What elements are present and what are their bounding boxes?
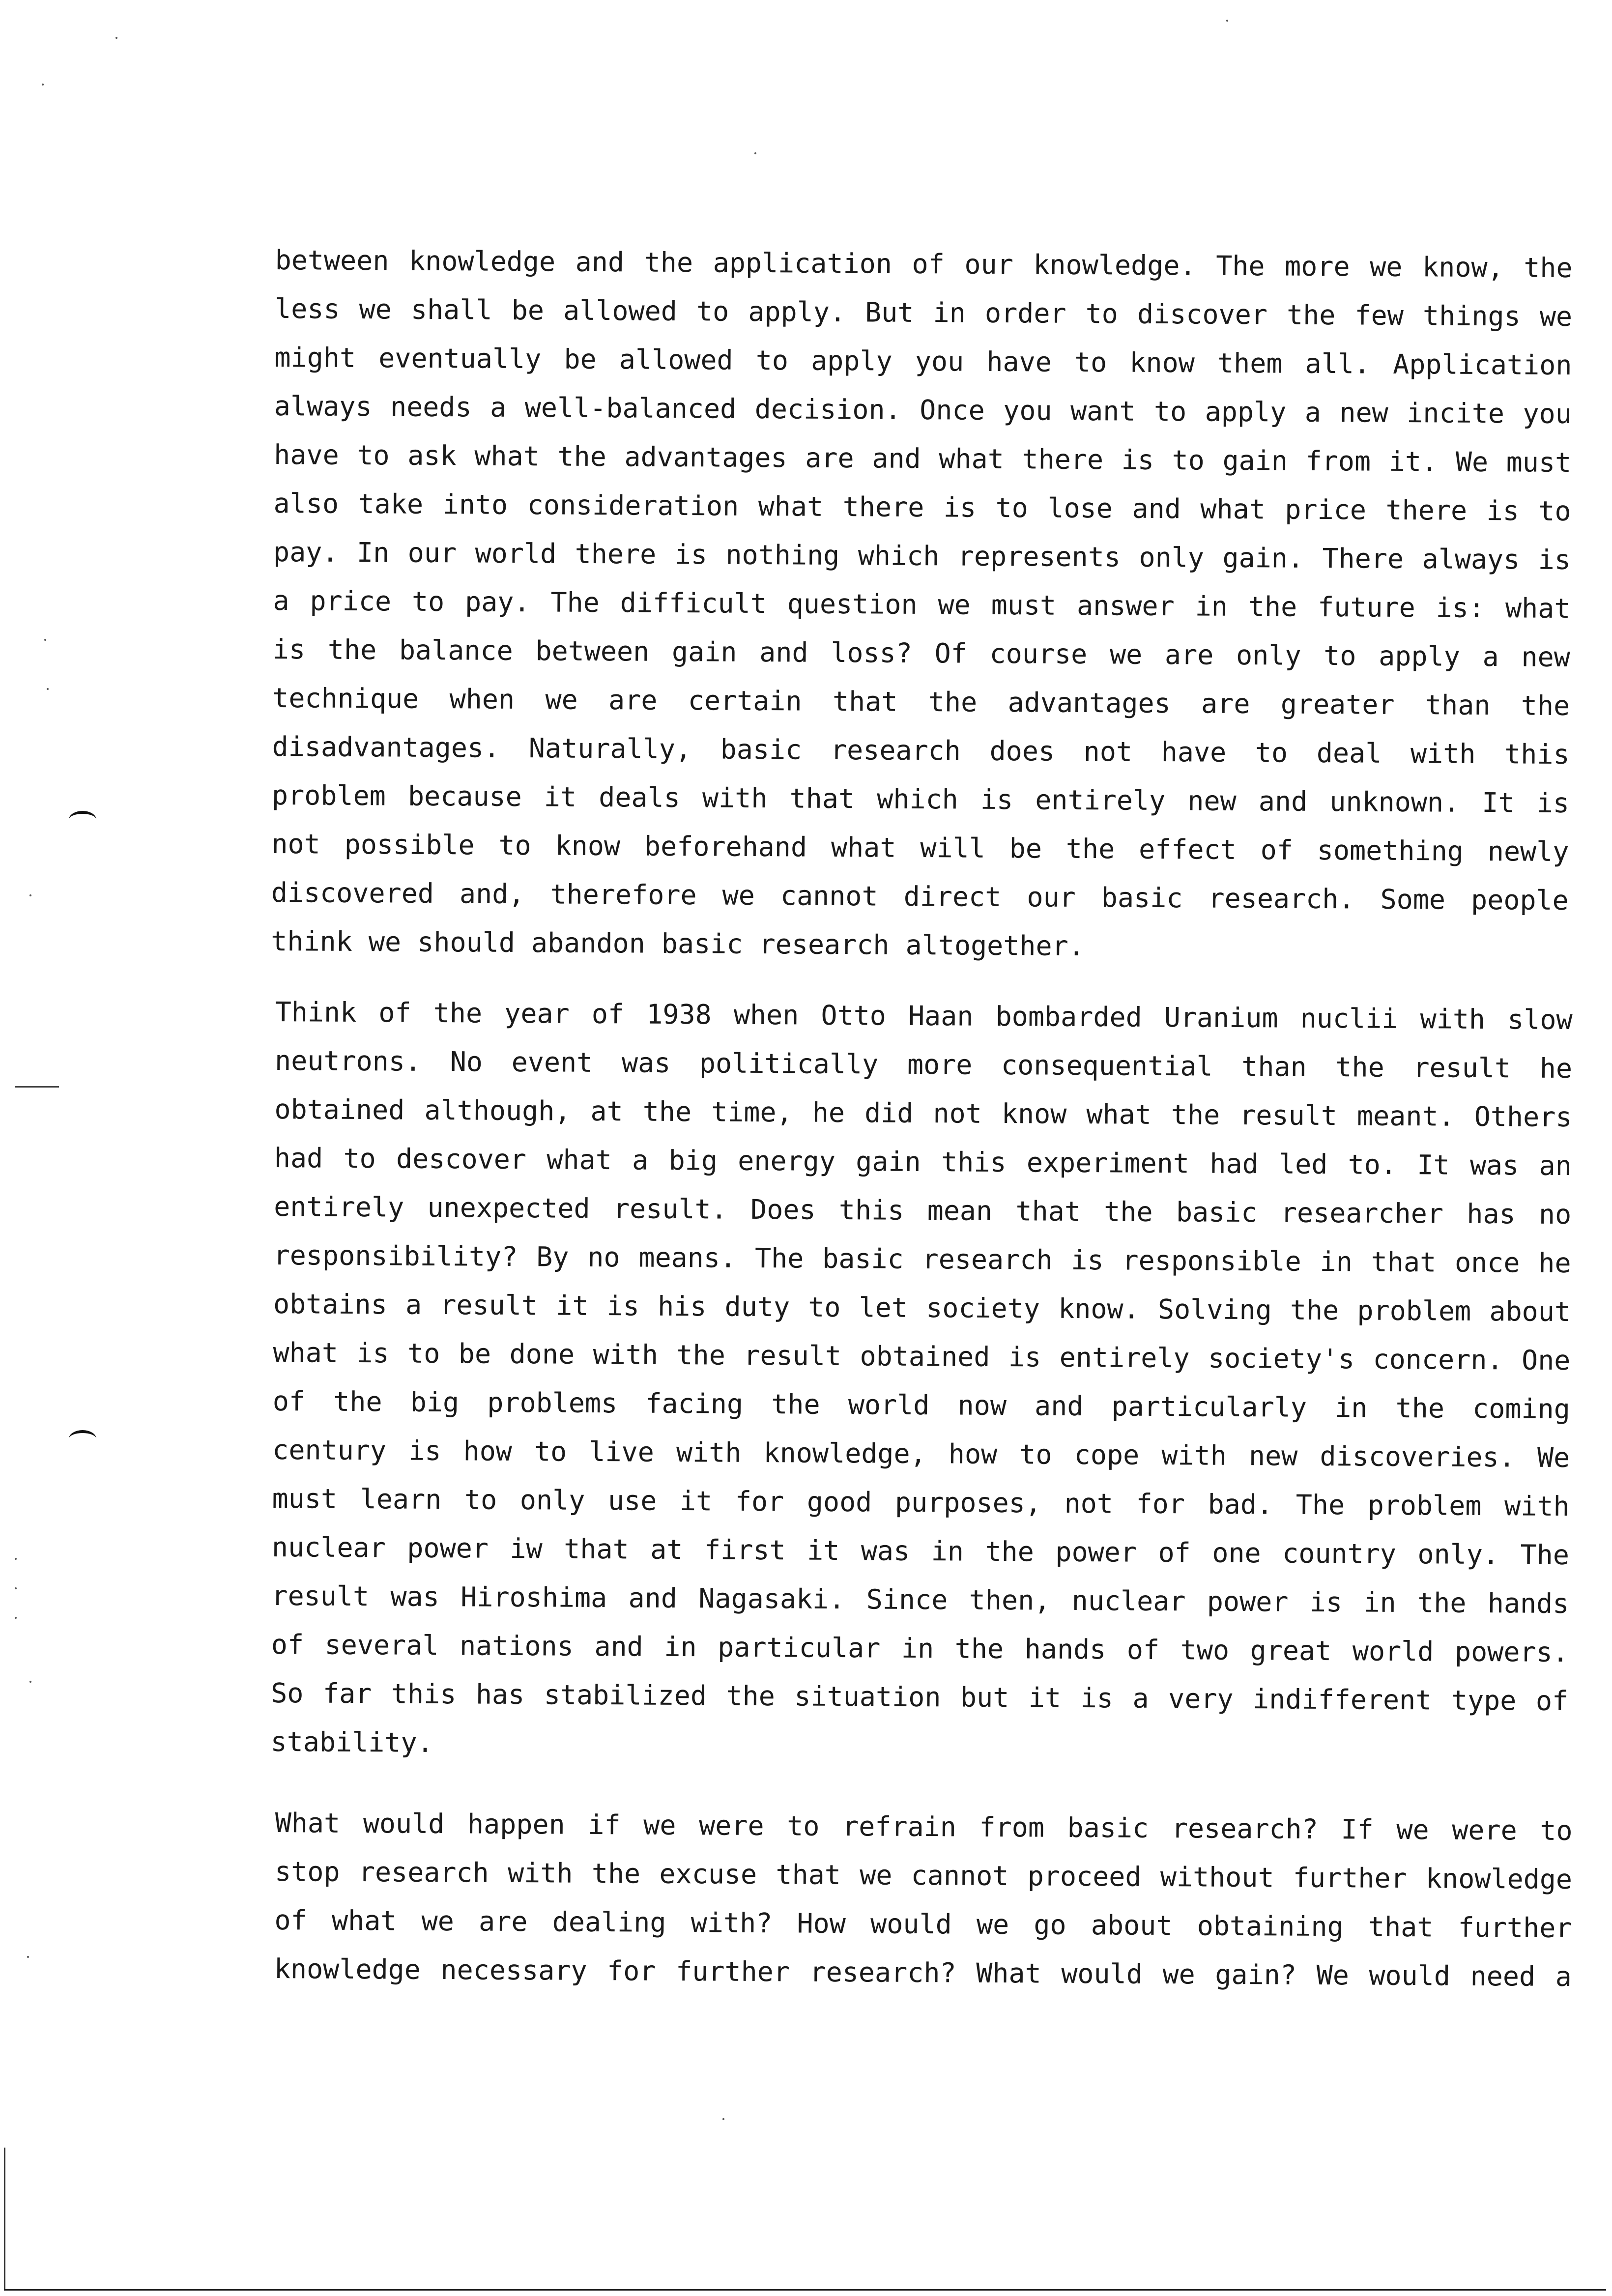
- scan-speck: [1226, 20, 1228, 22]
- text-line: think we should abandon basic research altogether.: [271, 925, 1085, 962]
- scan-speck: [29, 1681, 31, 1683]
- paragraph-2: [270, 988, 1573, 1774]
- text-line: might eventually be allowed to apply you have to know them all. Application: [274, 341, 1572, 381]
- text-line: not possible to know beforehand what will be the effect of something newly: [271, 828, 1569, 868]
- text-line: pay. In our world there is nothing which represents only gain. There always is: [273, 536, 1571, 576]
- text-line: stability.: [270, 1725, 433, 1758]
- text-line: entirely unexpected result. Does this mean that the basic researcher has no: [274, 1190, 1572, 1231]
- scan-speck: [44, 639, 46, 641]
- text-line: technique when we are certain that the advantages are greater than the: [272, 682, 1570, 722]
- text-line: between knowledge and the application of our knowledge. The more we know, the: [275, 244, 1573, 284]
- text-line: disadvantages. Naturally, basic research does not have to deal with this: [272, 730, 1570, 771]
- text-line: Think of the year of 1938 when Otto Haan bombarded Uranium nuclii with slow: [275, 996, 1573, 1036]
- text-line: have to ask what the advantages are and what there is to gain from it. We must: [274, 438, 1572, 479]
- text-line: problem because it deals with that which is entirely new and unknown. It is: [271, 779, 1570, 819]
- punch-hole-mark: [69, 811, 96, 829]
- text-line: obtains a result it is his duty to let society know. Solving the problem about: [273, 1288, 1571, 1328]
- text-line: had to descover what a big energy gain this experiment had led to. It was an: [274, 1142, 1572, 1182]
- text-line: must learn to only use it for good purposes, not for bad. The problem with: [272, 1482, 1570, 1522]
- text-line: a price to pay. The difficult question we must answer in the future is: what: [273, 584, 1571, 625]
- punch-hole-mark: [69, 1430, 96, 1448]
- scan-dash-mark: [15, 1086, 59, 1088]
- scan-speck: [115, 37, 117, 39]
- paragraph-1: [271, 236, 1573, 974]
- scan-speck: [29, 894, 31, 896]
- text-line: less we shall be allowed to apply. But in order to discover the few things we: [274, 292, 1573, 333]
- scan-speck: [47, 688, 49, 690]
- text-line: result was Hiroshima and Nagasaki. Since then, nuclear power is in the hands: [271, 1579, 1569, 1620]
- text-line: century is how to live with knowledge, how to cope with new discoveries. We: [272, 1434, 1570, 1474]
- scan-edge-line: [4, 2148, 5, 2290]
- scan-speck: [27, 1956, 29, 1958]
- text-line: stop research with the excuse that we cannot proceed without further knowledge: [274, 1855, 1573, 1895]
- scan-speck: [15, 1558, 17, 1560]
- scan-speck: [42, 84, 44, 86]
- text-line: obtained although, at the time, he did not know what the result meant. Others: [274, 1093, 1572, 1133]
- scan-speck: [15, 1617, 17, 1619]
- text-line: of what we are dealing with? How would we go about obtaining that further: [274, 1904, 1572, 1944]
- text-line: of the big problems facing the world now and particularly in the coming: [272, 1385, 1571, 1425]
- scan-speck: [722, 2118, 724, 2120]
- scan-speck: [754, 152, 756, 154]
- text-line: always needs a well-balanced decision. Once you want to apply a new incite you: [274, 390, 1572, 430]
- text-line: also take into consideration what there is to lose and what price there is to: [273, 487, 1571, 527]
- text-line: responsibility? By no means. The basic research is responsible in that once he: [273, 1239, 1571, 1279]
- paragraph-3: [274, 1799, 1573, 2001]
- text-line: nuclear power iw that at first it was in the power of one country only. The: [271, 1531, 1570, 1571]
- text-line: what is to be done with the result obtained is entirely society's concern. One: [273, 1336, 1571, 1377]
- text-line: neutrons. No event was politically more consequential than the result he: [274, 1044, 1573, 1085]
- text-line: knowledge necessary for further research? What would we gain? We would need a: [274, 1952, 1572, 1993]
- scan-bottom-line: [4, 2289, 1606, 2291]
- scan-speck: [15, 1587, 17, 1589]
- text-line: is the balance between gain and loss? Of course we are only to apply a new: [272, 633, 1571, 673]
- text-line: So far this has stabilized the situation but it is a very indifferent type of: [271, 1677, 1569, 1717]
- text-line: discovered and, therefore we cannot direct our basic research. Some people: [271, 876, 1569, 917]
- text-line: What would happen if we were to refrain from basic research? If we were to: [275, 1807, 1573, 1847]
- text-line: of several nations and in particular in the hands of two great world powers.: [271, 1628, 1569, 1668]
